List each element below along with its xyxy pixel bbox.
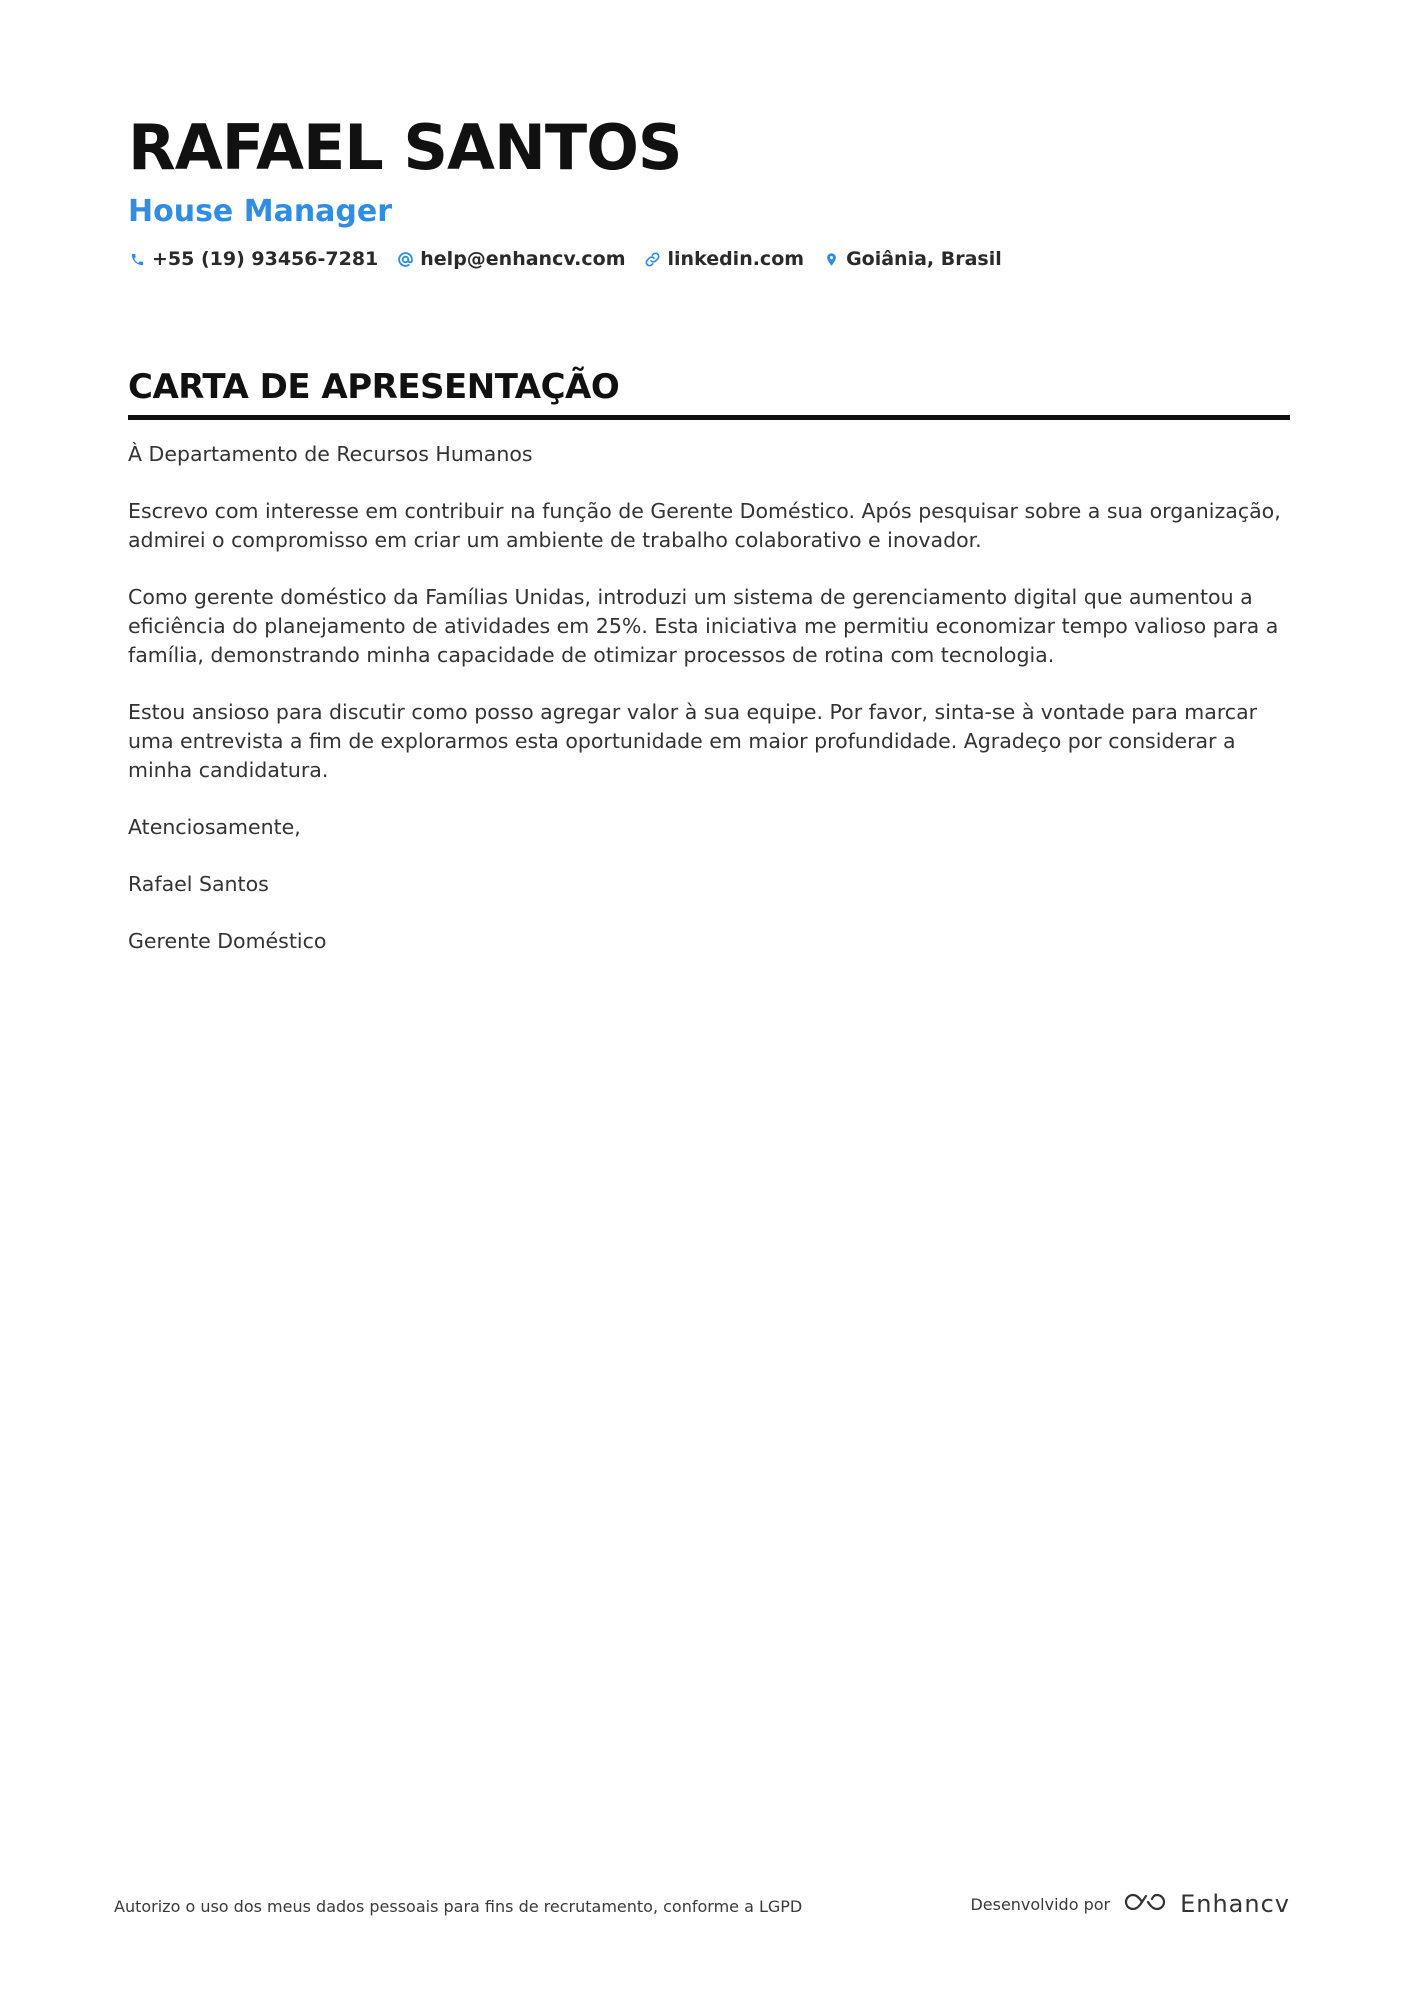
letter-recipient: À Departamento de Recursos Humanos xyxy=(128,442,533,466)
signature-name: Rafael Santos xyxy=(128,872,269,896)
contact-bar xyxy=(128,248,1288,270)
candidate-name: RAFAEL SANTOS xyxy=(128,111,682,184)
footer-consent: Autorizo o uso dos meus dados pessoais para fins de recrutamento, conforme a LGPD xyxy=(114,1897,803,1916)
contact-phone xyxy=(128,248,378,270)
map-pin-icon xyxy=(822,250,840,268)
contact-link-text[interactable]: linkedin.com xyxy=(667,248,805,270)
enhancv-logo-icon[interactable] xyxy=(1122,1890,1168,1918)
powered-by-label: Desenvolvido por xyxy=(970,1894,1111,1914)
brand-name[interactable]: Enhancv xyxy=(1180,1890,1290,1918)
letter-paragraph-2: Como gerente doméstico da Famílias Unidas, introduzi um sistema de gerenciamento digital que aumentou a eficiência do planejamento de atividades em 25%. Esta iniciativa me permitiu economizar tempo valioso para a família, demonstrando minha capacidade de otimizar processos de rotina com tecnologia. xyxy=(128,585,1279,667)
contact-link xyxy=(644,248,805,270)
footer-branding xyxy=(970,1890,1290,1918)
at-icon xyxy=(396,250,414,268)
link-icon xyxy=(644,250,662,268)
letter-closing: Atenciosamente, xyxy=(128,815,301,839)
contact-phone-text[interactable]: +55 (19) 93456-7281 xyxy=(152,248,379,270)
letter-paragraph-1: Escrevo com interesse em contribuir na função de Gerente Doméstico. Após pesquisar sobre a sua organização, admirei o compromisso em criar um ambiente de trabalho colaborativo e inovador. xyxy=(128,499,1281,552)
letter-paragraph-3: Estou ansioso para discutir como posso agregar valor à sua equipe. Por favor, sinta-se à vontade para marcar uma entrevista a fim de explorarmos esta oportunidade em maior profundidade. Agradeço por considerar a minha candidatura. xyxy=(128,700,1258,782)
section-title: CARTA DE APRESENTAÇÃO xyxy=(128,365,1290,420)
header xyxy=(128,108,1288,270)
contact-email xyxy=(396,248,625,270)
phone-icon xyxy=(128,250,146,268)
signature-title: Gerente Doméstico xyxy=(128,929,327,953)
candidate-role: House Manager xyxy=(128,194,393,229)
contact-email-text[interactable]: help@enhancv.com xyxy=(420,248,626,270)
contact-location xyxy=(822,248,1002,270)
contact-location-text: Goiânia, Brasil xyxy=(846,248,1002,270)
letter-body xyxy=(128,440,1288,984)
